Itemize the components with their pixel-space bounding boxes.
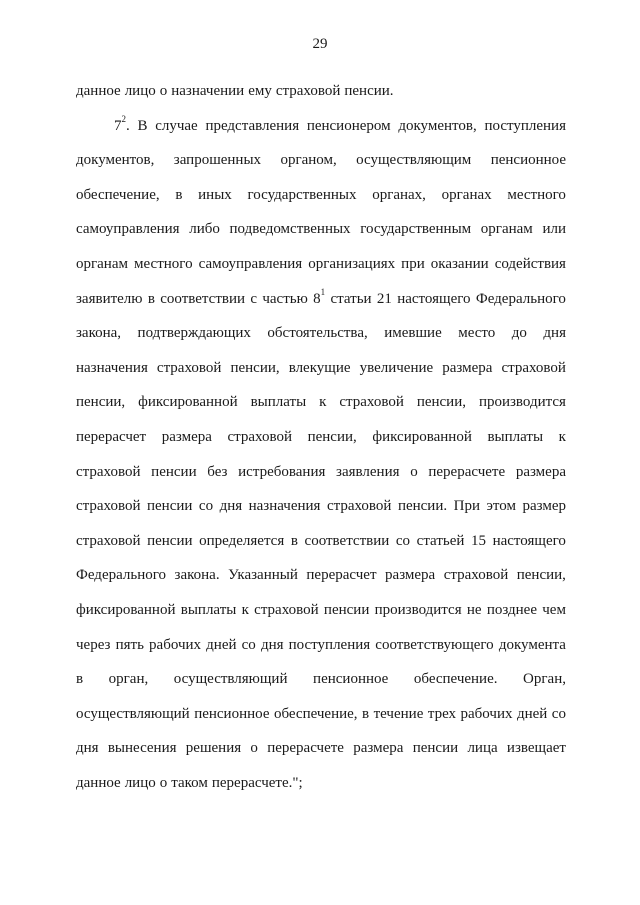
word: перерасчет [306, 567, 377, 584]
word: документов, [398, 117, 477, 134]
word: страховой [227, 428, 292, 445]
word: статьей [416, 532, 465, 549]
word: к [319, 394, 327, 411]
word: пенсионное [313, 671, 389, 688]
word: дня [76, 740, 99, 757]
word: дня [219, 498, 243, 515]
word: перерасчете [267, 740, 344, 757]
word: данное [76, 774, 121, 791]
word: пенсии [323, 601, 370, 618]
word: размера [385, 567, 436, 584]
word: в [76, 671, 84, 688]
word: увеличение [359, 359, 434, 376]
word: орган, [108, 671, 149, 688]
word: фиксированной [76, 601, 176, 618]
text-line [76, 593, 566, 628]
word: пенсии. [397, 498, 448, 515]
word: в [175, 186, 183, 203]
text-line [76, 385, 566, 420]
word: дней [516, 705, 548, 722]
word: ему [248, 83, 272, 99]
word: трех [427, 705, 457, 722]
word: рабочих [149, 636, 202, 653]
word: к [558, 428, 566, 445]
word: выплаты [487, 428, 544, 445]
word: размера [442, 359, 493, 376]
word: определяется [199, 532, 285, 549]
word: не [466, 601, 482, 618]
text-line [76, 282, 566, 317]
word: извещает [506, 740, 566, 757]
word: осуществляющим [356, 152, 472, 169]
word: о [159, 774, 168, 791]
word: течение [373, 705, 424, 722]
word: поступления [484, 117, 566, 134]
word: соответствующего [375, 636, 494, 653]
word: соответствии [304, 532, 390, 549]
word: пенсионное [490, 152, 566, 169]
text-line [76, 697, 566, 732]
word: государственных [247, 186, 357, 203]
word: до [511, 325, 527, 342]
word: обстоятельства, [267, 325, 368, 342]
word: назначения [248, 498, 321, 515]
word: Федерального [76, 567, 167, 584]
word: страховой [76, 498, 141, 515]
word: страховой [156, 359, 222, 376]
word: решения [185, 740, 242, 757]
word: чем [542, 601, 566, 618]
word: размера [161, 428, 212, 445]
word: настоящего [397, 290, 471, 307]
word: страховой [76, 463, 141, 480]
word: лицо [124, 774, 156, 791]
word: пенсии, [416, 394, 466, 411]
text-line [76, 74, 566, 109]
word: производится [374, 601, 462, 618]
word: документов, [76, 152, 155, 169]
word: пенсии. [344, 83, 394, 99]
word: пенсии [412, 740, 459, 757]
word: При [453, 498, 480, 515]
word: 21 [376, 290, 392, 307]
word: иных [198, 186, 232, 203]
word: органах, [372, 186, 426, 203]
word: пенсии [147, 532, 193, 549]
word: либо [189, 221, 220, 238]
word: пенсионное [194, 705, 270, 722]
word: подведомственных [229, 221, 351, 238]
word: осуществляющий [173, 671, 288, 688]
text-line [76, 247, 566, 282]
text-line [76, 489, 566, 524]
word: Орган, [523, 671, 566, 688]
word: органам [76, 255, 128, 272]
text-line [76, 143, 566, 178]
word: пенсии, [76, 394, 126, 411]
word: лица [467, 740, 498, 757]
word: пенсии [146, 498, 193, 515]
word: органам [480, 221, 533, 238]
word: осуществляющий [76, 705, 190, 722]
word: фиксированной [372, 428, 472, 445]
word: влекущие [288, 359, 351, 376]
word: пенсионером [306, 117, 391, 134]
word: размера [353, 740, 404, 757]
word: организациях [308, 255, 396, 272]
word: поступления [288, 636, 371, 653]
word: назначении [171, 83, 245, 99]
text-line [76, 662, 566, 697]
word: обеспечение, [273, 705, 358, 722]
word: место [458, 325, 496, 342]
word: Федерального [475, 290, 566, 307]
word: размера [515, 463, 566, 480]
word: пенсии, [230, 359, 280, 376]
word: запрошенных [173, 152, 262, 169]
word: $8^1$ [313, 286, 326, 307]
word: со [551, 705, 566, 722]
word: дня [260, 636, 284, 653]
word: дней [206, 636, 237, 653]
word: в [362, 705, 370, 722]
word: о [159, 83, 168, 99]
word: или [542, 221, 566, 238]
word: перерасчет [76, 428, 147, 445]
text-line [76, 420, 566, 455]
word: самоуправления [76, 221, 180, 238]
word: обеспечение, [76, 186, 160, 203]
word: таком [171, 774, 208, 791]
word: лицо [124, 83, 156, 99]
word: случае [155, 117, 198, 134]
word: закона. [174, 567, 220, 584]
word: выплаты [180, 601, 237, 618]
word: Указанный [228, 567, 298, 584]
word: к [241, 601, 249, 618]
word: при [401, 255, 425, 272]
word: страховой [339, 394, 404, 411]
text-line [76, 212, 566, 247]
text-line [76, 766, 566, 801]
word: этом [486, 498, 516, 515]
word: заявителю [76, 290, 143, 307]
word: соответствии [160, 290, 246, 307]
word: с [250, 290, 258, 307]
word: В [137, 117, 148, 134]
word: $7^2$. [114, 113, 130, 134]
text-line [76, 178, 566, 213]
word: со [395, 532, 411, 549]
word: самоуправления [198, 255, 303, 272]
word: частью [262, 290, 308, 307]
word: местного [507, 186, 566, 203]
word: со [198, 498, 214, 515]
word: настоящего [492, 532, 566, 549]
word: представления [205, 117, 300, 134]
text-line [76, 558, 566, 593]
page-number: 29 [312, 36, 328, 52]
word: страховой [275, 83, 341, 99]
word: производится [478, 394, 566, 411]
word: перерасчете [428, 463, 506, 480]
word: подтверждающих [137, 325, 251, 342]
word: документа [498, 636, 566, 653]
word: пенсии, [516, 567, 566, 584]
word: государственным [360, 221, 472, 238]
word: обеспечение. [413, 671, 498, 688]
word: позднее [486, 601, 537, 618]
text-line [76, 316, 566, 351]
word: перерасчете."; [211, 774, 303, 791]
word: выплаты [250, 394, 307, 411]
word: дня [543, 325, 566, 342]
text-line [76, 731, 566, 766]
word: органах [441, 186, 492, 203]
word: 15 [471, 532, 486, 549]
word: вынесения [107, 740, 177, 757]
word: страховой [443, 567, 509, 584]
word: страховой [254, 601, 319, 618]
word: местного [134, 255, 193, 272]
word: страховой [326, 498, 392, 515]
word: без [207, 463, 228, 480]
text-line [76, 109, 566, 144]
word: фиксированной [138, 394, 238, 411]
word: со [241, 636, 256, 653]
word: органом, [280, 152, 337, 169]
word: размер [522, 498, 566, 515]
word: заявления [336, 463, 400, 480]
word: статьи [330, 290, 372, 307]
word: пенсии, [307, 428, 357, 445]
text-line [76, 524, 566, 559]
document-body [76, 74, 566, 800]
word: страховой [501, 359, 566, 376]
text-line [76, 628, 566, 663]
word: истребования [238, 463, 326, 480]
word: пенсии [151, 463, 197, 480]
word: оказании [430, 255, 489, 272]
word: имевшие [384, 325, 442, 342]
word: через [76, 636, 111, 653]
text-line [76, 455, 566, 490]
word: рабочих [460, 705, 513, 722]
word: в [290, 532, 298, 549]
word: о [410, 463, 418, 480]
word: назначения [76, 359, 148, 376]
word: страховой [76, 532, 141, 549]
word: данное [76, 83, 121, 99]
word: в [147, 290, 155, 307]
word: содействия [494, 255, 566, 272]
text-line [76, 351, 566, 386]
word: закона, [76, 325, 122, 342]
word: пять [115, 636, 144, 653]
word: о [250, 740, 258, 757]
